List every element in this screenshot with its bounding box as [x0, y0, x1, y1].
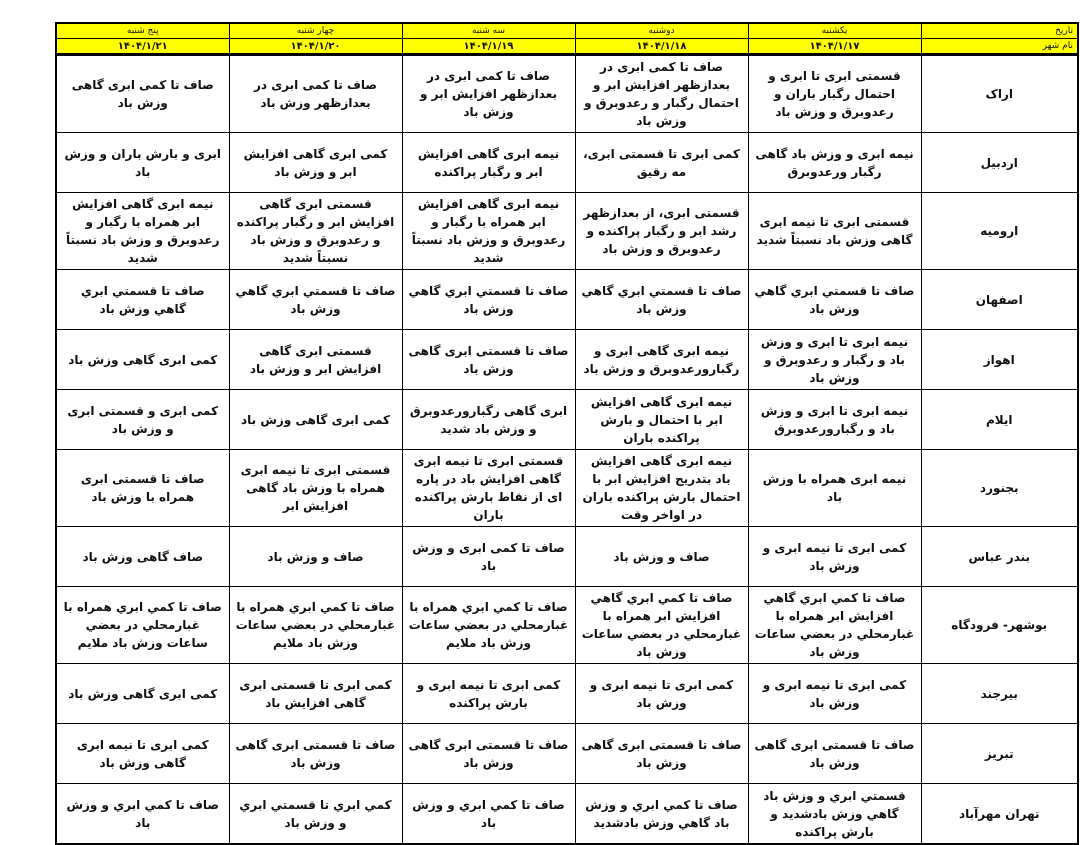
date-header: ۱۴۰۴/۱/۲۰: [229, 39, 402, 55]
forecast-cell: صاف تا كمي ابري گاهي افزايش ابر همراه با غبارمحلي در بعضي ساعات وزش باد: [575, 587, 748, 664]
city-name: تهران مهرآباد: [921, 784, 1078, 845]
table-row: [56, 390, 1078, 450]
forecast-cell: نیمه ابری گاهی افزایش ابر با احتمال و بارش پراکنده باران: [575, 390, 748, 450]
forecast-cell: صاف تا قسمتی ابری گاهی وزش باد: [748, 724, 921, 784]
forecast-cell: نیمه ابری تا ابری و وزش باد و رگبار و رعدوبرق و وزش باد: [748, 330, 921, 390]
forecast-cell: صاف تا کمی ابری و وزش باد: [402, 527, 575, 587]
city-name: اصفهان: [921, 270, 1078, 330]
date-header: ۱۴۰۴/۱/۲۱: [56, 39, 229, 55]
date-label: تاریخ: [921, 23, 1078, 39]
day-header: دوشنبه: [575, 23, 748, 39]
forecast-cell: کمی ابری تا نیمه ابری و بارش پراکنده: [402, 664, 575, 724]
table-row: [56, 330, 1078, 390]
table-row: [56, 587, 1078, 664]
forecast-cell: ابری گاهی رگبارورعدوبرق و وزش باد شدید: [402, 390, 575, 450]
forecast-cell: کمی ابری و قسمتی ابری و وزش باد: [56, 390, 229, 450]
forecast-cell: صاف تا كمي ابري و وزش باد: [56, 784, 229, 845]
forecast-cell: کمی ابری تا نیمه ابری و وزش باد: [748, 664, 921, 724]
forecast-cell: صاف تا کمی ابری در بعدازظهر افزایش ابر و احتمال رگبار و رعدوبرق و وزش باد: [575, 55, 748, 133]
forecast-cell: قسمتی ابری گاهی افزایش ابر و وزش باد: [229, 330, 402, 390]
forecast-cell: قسمتي ابري و وزش باد گاهي وزش بادشديد و بارش پراكنده: [748, 784, 921, 845]
forecast-cell: ابری و بارش باران و وزش باد: [56, 133, 229, 193]
day-header: چهار شنبه: [229, 23, 402, 39]
forecast-cell: نیمه ابری گاهی افزایش باد بتدریج افزایش ابر با احتمال بارش پراکنده باران در اواخر وقت: [575, 450, 748, 527]
forecast-cell: کمی ابری تا نیمه ابری گاهی وزش باد: [56, 724, 229, 784]
forecast-cell: نیمه ابری و وزش باد گاهی رگبار ورعدوبرق: [748, 133, 921, 193]
table-row: [56, 724, 1078, 784]
forecast-cell: قسمتی ابری گاهی افزایش ابر و رگبار پراکنده و رعدوبرق و وزش باد نسبتاً شدید: [229, 193, 402, 270]
city-name: اراک: [921, 55, 1078, 133]
table-row: [56, 133, 1078, 193]
forecast-cell: قسمتی ابری تا نیمه ابری گاهی وزش باد نسبتاً شدید: [748, 193, 921, 270]
city-name: بوشهر- فرودگاه: [921, 587, 1078, 664]
forecast-cell: صاف تا كمي ابري همراه با غبارمحلي در بعضي ساعات وزش باد ملايم: [402, 587, 575, 664]
forecast-cell: کمی ابری تا قسمتی ابری گاهی افزایش باد: [229, 664, 402, 724]
city-name: تبریز: [921, 724, 1078, 784]
forecast-cell: صاف تا قسمتی ابری گاهی وزش باد: [402, 724, 575, 784]
table-row: [56, 270, 1078, 330]
city-name: بندر عباس: [921, 527, 1078, 587]
forecast-cell: کمی ابری گاهی وزش باد: [56, 330, 229, 390]
table-row: [56, 450, 1078, 527]
forecast-cell: کمی ابری گاهی افزایش ابر و وزش باد: [229, 133, 402, 193]
day-header: یکشنبه: [748, 23, 921, 39]
forecast-cell: صاف تا كمي ابري همراه با غبارمحلي در بعضي ساعات وزش باد ملايم: [229, 587, 402, 664]
city-name: ایلام: [921, 390, 1078, 450]
city-name-label: نام شهر: [921, 39, 1078, 55]
forecast-cell: صاف تا قسمتي ابري گاهي وزش باد: [575, 270, 748, 330]
forecast-cell: نیمه ابری گاهی افزایش ابر همراه با رگبار و رعدوبرق و وزش باد نسبتاً شدید: [56, 193, 229, 270]
forecast-cell: صاف تا قسمتي ابري گاهي وزش باد: [748, 270, 921, 330]
city-name: بیرجند: [921, 664, 1078, 724]
forecast-cell: صاف تا قسمتي ابري گاهي وزش باد: [402, 270, 575, 330]
forecast-cell: کمی ابری تا نیمه ابری و وزش باد: [575, 664, 748, 724]
date-header: ۱۴۰۴/۱/۱۸: [575, 39, 748, 55]
forecast-cell: صاف تا کمی ابری گاهی وزش باد: [56, 55, 229, 133]
day-header-row: [56, 23, 1078, 39]
table-row: [56, 55, 1078, 133]
table-row: [56, 664, 1078, 724]
forecast-cell: صاف تا کمی ابری در بعدازظهر افزایش ابر و وزش باد: [402, 55, 575, 133]
forecast-cell: صاف تا كمي ابري گاهي افزايش ابر همراه با غبارمحلي در بعضي ساعات وزش باد: [748, 587, 921, 664]
city-name: اهواز: [921, 330, 1078, 390]
forecast-cell: صاف تا قسمتی ابری گاهی وزش باد: [575, 724, 748, 784]
forecast-cell: صاف و وزش باد: [229, 527, 402, 587]
table-row: [56, 527, 1078, 587]
day-header: سه شنبه: [402, 23, 575, 39]
forecast-cell: نیمه ابری گاهی افزایش ابر همراه با رگبار و رعدوبرق و وزش باد نسبتاً شدید: [402, 193, 575, 270]
forecast-cell: صاف تا قسمتی ابری همراه با وزش باد: [56, 450, 229, 527]
forecast-cell: صاف تا كمي ابري و وزش باد: [402, 784, 575, 845]
date-header: ۱۴۰۴/۱/۱۷: [748, 39, 921, 55]
forecast-cell: قسمتی ابری تا ابری و احتمال رگبار باران و رعدوبرق و وزش باد: [748, 55, 921, 133]
forecast-cell: کمی ابری تا قسمتی ابری، مه رقیق: [575, 133, 748, 193]
forecast-cell: نیمه ابری گاهی افزایش ابر و رگبار پراکنده: [402, 133, 575, 193]
forecast-cell: صاف گاهی وزش باد: [56, 527, 229, 587]
forecast-cell: صاف تا قسمتی ابری گاهی وزش باد: [229, 724, 402, 784]
forecast-cell: نیمه ابری تا ابری و وزش باد و رگبارورعدوبرق: [748, 390, 921, 450]
forecast-cell: صاف تا قسمتي ابري گاهي وزش باد: [229, 270, 402, 330]
forecast-cell: صاف تا كمي ابري همراه با غبارمحلي در بعضي ساعات وزش باد ملايم: [56, 587, 229, 664]
city-name: بجنورد: [921, 450, 1078, 527]
forecast-cell: صاف تا قسمتی ابری گاهی وزش باد: [402, 330, 575, 390]
forecast-cell: كمي ابري تا قسمتي ابري و وزش باد: [229, 784, 402, 845]
weather-forecast-table: [55, 22, 1079, 845]
city-name: اردبیل: [921, 133, 1078, 193]
forecast-cell: نیمه ابری همراه با وزش باد: [748, 450, 921, 527]
day-header: پنج شنبه: [56, 23, 229, 39]
date-header: ۱۴۰۴/۱/۱۹: [402, 39, 575, 55]
table-row: [56, 193, 1078, 270]
forecast-cell: کمی ابری گاهی وزش باد: [56, 664, 229, 724]
forecast-cell: صاف تا کمی ابری در بعدازظهر وزش باد: [229, 55, 402, 133]
forecast-cell: صاف تا كمي ابري و وزش باد گاهي وزش بادشديد: [575, 784, 748, 845]
forecast-cell: صاف و وزش باد: [575, 527, 748, 587]
forecast-cell: نیمه ابری گاهی ابری و رگبارورعدوبرق و وزش باد: [575, 330, 748, 390]
forecast-cell: کمی ابری تا نیمه ابری و وزش باد: [748, 527, 921, 587]
forecast-cell: قسمتی ابری تا نیمه ابری همراه با وزش باد گاهی افزایش ابر: [229, 450, 402, 527]
city-name: ارومیه: [921, 193, 1078, 270]
date-header-row: [56, 39, 1078, 55]
forecast-cell: قسمتی ابری، از بعدازظهر رشد ابر و رگبار پراکنده و رعدوبرق و وزش باد: [575, 193, 748, 270]
forecast-cell: کمی ابری گاهی وزش باد: [229, 390, 402, 450]
table-row: [56, 784, 1078, 845]
forecast-cell: صاف تا قسمتي ابري گاهي وزش باد: [56, 270, 229, 330]
forecast-cell: قسمتی ابری تا نیمه ابری گاهی افزایش باد در پاره ای از نقاط بارش پراکنده باران: [402, 450, 575, 527]
